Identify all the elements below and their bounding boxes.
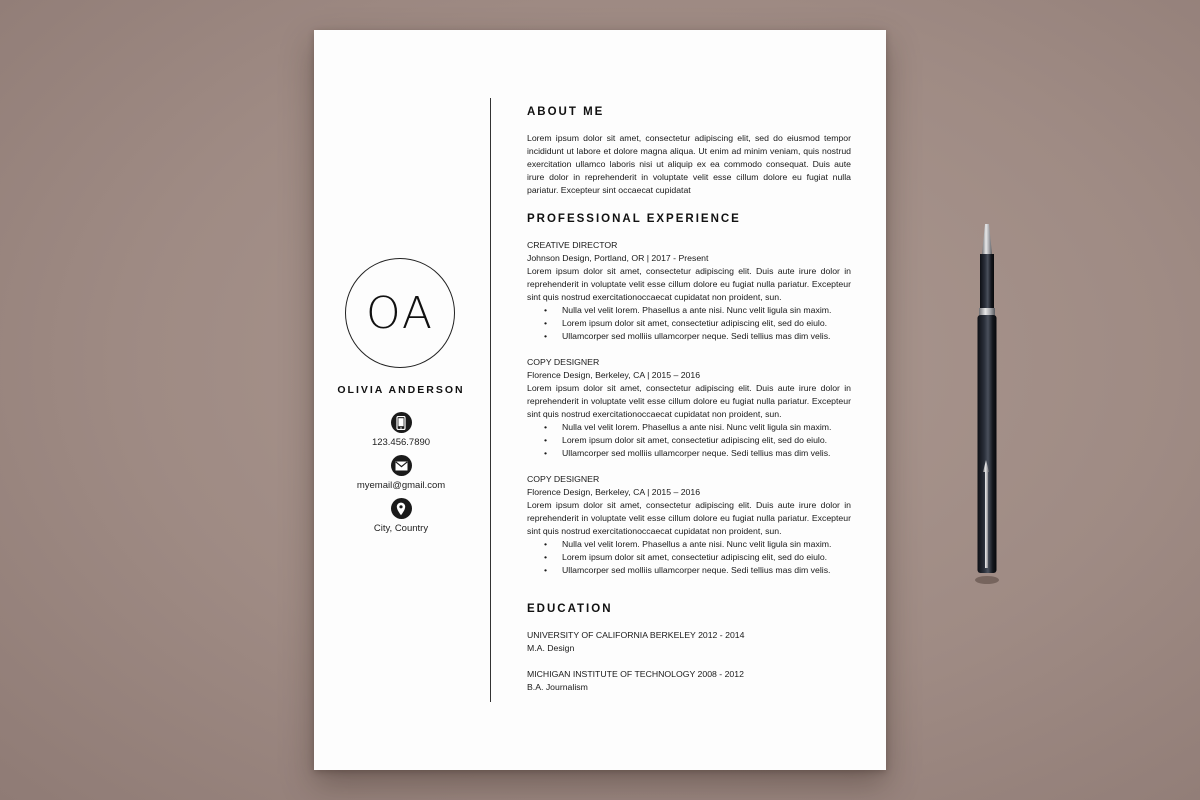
monogram-circle xyxy=(345,258,455,368)
bullet-item: • Nulla vel velit lorem. Phasellus a ante nisi. Nunc velit ligula sin maxim. xyxy=(562,538,851,551)
education-entry xyxy=(527,629,851,655)
contact-phone xyxy=(314,412,488,448)
person-name: OLIVIA ANDERSON xyxy=(337,384,465,396)
education-entry xyxy=(527,668,851,694)
bullet-item: • Nulla vel velit lorem. Phasellus a ante nisi. Nunc velit ligula sin maxim. xyxy=(562,421,851,434)
pen-nib xyxy=(982,224,992,254)
location-pin-icon xyxy=(391,498,412,519)
bullet-item: • Ullamcorper sed molliis ullamcorper neque. Sedi tellius mas dim velis. xyxy=(562,330,851,343)
fountain-pen-image xyxy=(965,222,1005,588)
about-text: Lorem ipsum dolor sit amet, consectetur adipiscing elit, sed do eiusmod tempor incididunt ut labore et dolore magna aliqua. Ut enim ad minim veniam, quis nostrud exercitation ullamco laboris nisi ut aliquip ex ea commodo consequat. Duis aute irure dolor in reprehenderit in voluptate velit esse cillum dolore eu fugiat nulla pariatur. Excepteur sint occaecat cupidatat xyxy=(527,133,851,195)
job-description: Lorem ipsum dolor sit amet, consectetur adipiscing elit. Duis aute irure dolor in reprehenderit in voluptate velit esse cillum dolore eu fugiat nulla pariatur. Excepteur sint quis nostrud exercitationoccaecat cupidatat non proident, sun. xyxy=(527,500,851,536)
pen-ring xyxy=(979,308,995,316)
resume-page xyxy=(314,30,886,770)
job-meta: Florence Design, Berkeley, CA | 2015 – 2016 xyxy=(527,487,701,497)
bullet-item: • Lorem ipsum dolor sit amet, consectetiur adipiscing elit, sed do eiulo. xyxy=(562,551,851,564)
location-text: City, Country xyxy=(373,523,429,534)
bullet-item: • Ullamcorper sed molliis ullamcorper neque. Sedi tellius mas dim velis. xyxy=(562,447,851,460)
job-entry xyxy=(527,473,851,577)
bullet-item: • Lorem ipsum dolor sit amet, consectetiur adipiscing elit, sed do eiulo. xyxy=(562,434,851,447)
column-divider xyxy=(490,98,491,702)
job-title: COPY DESIGNER xyxy=(527,357,600,367)
experience-heading: PROFESSIONAL EXPERIENCE xyxy=(527,213,741,225)
job-meta: Johnson Design, Portland, OR | 2017 - Present xyxy=(527,253,709,263)
job-title: COPY DESIGNER xyxy=(527,474,600,484)
job-entry xyxy=(527,239,851,343)
bullet-item: • Nulla vel velit lorem. Phasellus a ante nisi. Nunc velit ligula sin maxim. xyxy=(562,304,851,317)
education-degree: B.A. Journalism xyxy=(527,682,588,692)
mail-icon xyxy=(391,455,412,476)
job-bullets xyxy=(527,538,851,577)
job-description: Lorem ipsum dolor sit amet, consectetur adipiscing elit. Duis aute irure dolor in reprehenderit in voluptate velit esse cillum dolore eu fugiat nulla pariatur. Excepteur sint quis nostrud exercitationoccaecat cupidatat non proident, sun. xyxy=(527,266,851,302)
monogram-initials: OA xyxy=(366,287,434,339)
education-degree: M.A. Design xyxy=(527,643,575,653)
pen-grip xyxy=(980,254,994,310)
job-meta: Florence Design, Berkeley, CA | 2015 – 2016 xyxy=(527,370,701,380)
job-entry xyxy=(527,356,851,460)
contact-email xyxy=(314,455,488,491)
job-title: CREATIVE DIRECTOR xyxy=(527,240,618,250)
job-bullets xyxy=(527,304,851,343)
phone-icon xyxy=(391,412,412,433)
education-heading: EDUCATION xyxy=(527,603,613,615)
resume-content xyxy=(527,100,851,694)
bullet-item: • Lorem ipsum dolor sit amet, consectetiur adipiscing elit, sed do eiulo. xyxy=(562,317,851,330)
bullet-item: • Ullamcorper sed molliis ullamcorper neque. Sedi tellius mas dim velis. xyxy=(562,564,851,577)
education-school: MICHIGAN INSTITUTE OF TECHNOLOGY 2008 - 2012 xyxy=(527,669,744,679)
job-description: Lorem ipsum dolor sit amet, consectetur adipiscing elit. Duis aute irure dolor in reprehenderit in voluptate velit esse cillum dolore eu fugiat nulla pariatur. Excepteur sint quis nostrud exercitationoccaecat cupidatat non proident, sun. xyxy=(527,383,851,419)
contact-location xyxy=(314,498,488,534)
job-bullets xyxy=(527,421,851,460)
pen-shadow xyxy=(975,576,999,584)
email-address: myemail@gmail.com xyxy=(356,480,446,491)
phone-number: 123.456.7890 xyxy=(371,437,431,448)
education-school: UNIVERSITY OF CALIFORNIA BERKELEY 2012 - 2014 xyxy=(527,630,745,640)
about-heading: ABOUT ME xyxy=(527,106,605,118)
